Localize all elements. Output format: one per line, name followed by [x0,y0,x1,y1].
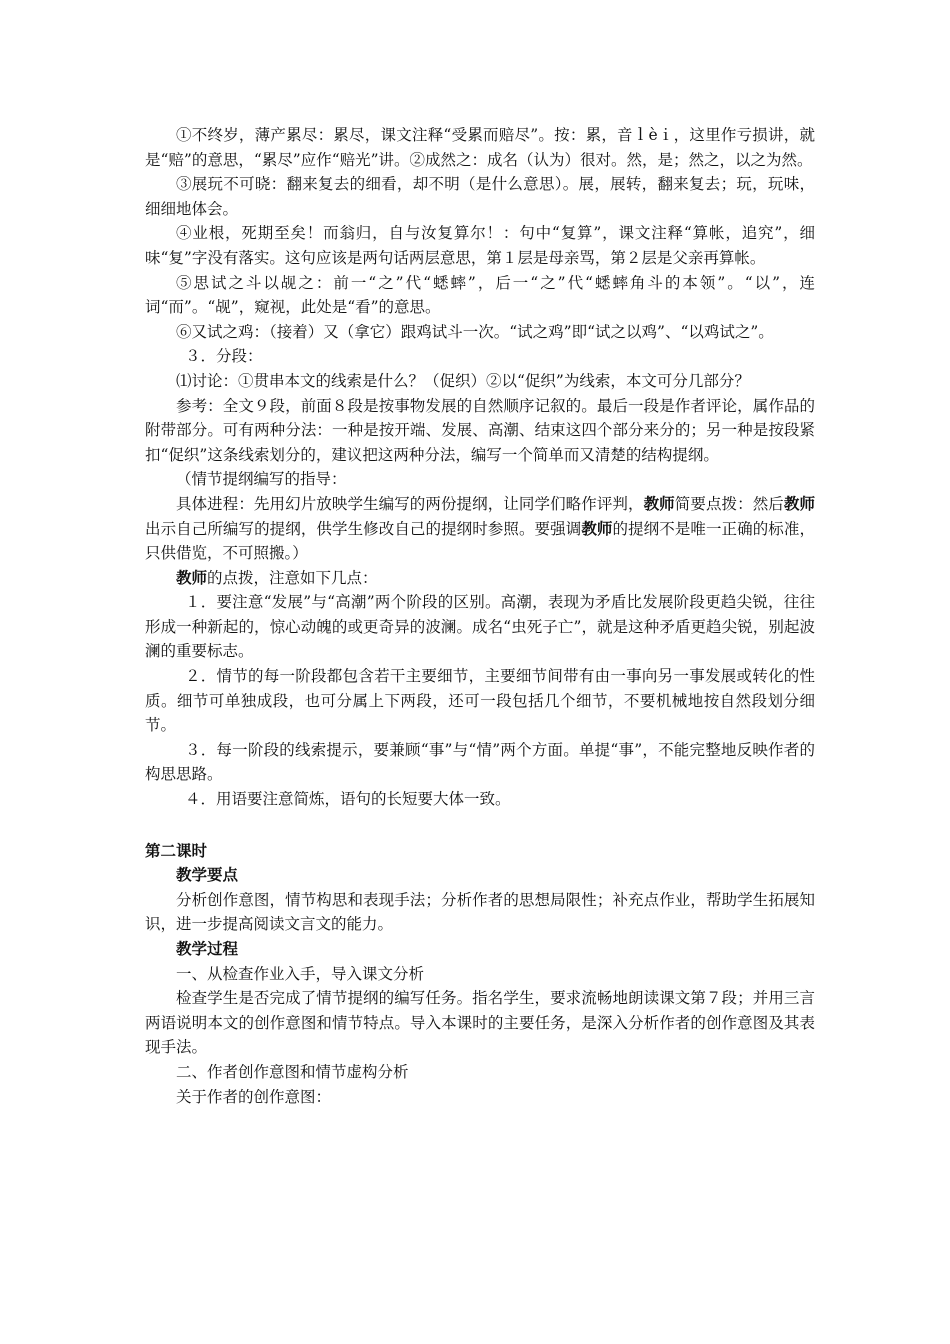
text-segment: 的提纲不是唯一正确的标准，只供借览，不可照搬。） [145,519,815,563]
keyword-teacher: 教师 [581,518,613,538]
paragraph-note-1: ①不终岁，薄产累尽：累尽，课文注释“受累而赔尽”。按：累，音ｌèｉ，这里作亏损讲，就是“赔”的意思，“累尽”应作“赔光”讲。②成然之：成名（认为）很对。然，是；然之，以之为然。 [145,126,815,169]
paragraph-step-2-body: 关于作者的创作意图： [176,1087,332,1106]
paragraph-process [145,492,815,566]
section-heading-segmentation: ３．分段： [185,347,263,366]
paragraph-teacher-tips [145,566,815,591]
paragraph-step-1-body: 检查学生是否完成了情节提纲的编写任务。指名学生，要求流畅地朗读课文第７段；并用三言两语说明本文的创作意图和情节特点。导入本课时的主要任务，是深入分析作者的创作意图及其表现手法。 [145,989,815,1057]
text-segment: 的点拨，注意如下几点： [207,568,378,587]
text-segment: 简要点拨：然后 [674,494,784,513]
tip-item-1: １．要注意“发展”与“高潮”两个阶段的区别。高潮，表现为矛盾比发展阶段更趋尖锐，往往形成一种新起的，惊心动魄的或更奇异的波澜。成名“虫死子亡”，就是这种矛盾更趋尖锐，别起波澜的重要标志。 [145,593,815,661]
heading-teaching-process: 教学过程 [176,939,239,958]
paragraph-note-5: ⑤思试之斗以觇之：前一“之”代“蟋蟀”，后一“之”代“蟋蟀角斗的本领”。“以”，连词“而”。“觇”，窥视，此处是“看”的意思。 [145,273,815,317]
text-segment: 出示自己所编写的提纲，供学生修改自己的提纲时参照。要强调 [145,519,582,538]
paragraph-discussion: ⑴讨论：①贯串本文的线索是什么？（促织）②以“促织”为线索，本文可分几部分？ [176,371,750,390]
paragraph-step-2-title: 二、作者创作意图和情节虚构分析 [176,1062,409,1081]
document-body [145,123,815,1109]
keyword-teacher: 教师 [176,567,208,587]
keyword-teacher: 教师 [783,493,815,513]
paragraph-note-3: ③展玩不可晓：翻来复去的细看，却不明（是什么意思）。展，展转，翻来复去；玩，玩味，细细地体会。 [145,175,815,218]
paragraph-note-6: ⑥又试之鸡：（接着）又（拿它）跟鸡试斗一次。“试之鸡”即“试之以鸡”、“以鸡试之”。 [176,322,774,341]
tip-item-2: ２．情节的每一阶段都包含若干主要细节，主要细节间带有由一事向另一事发展或转化的性质。细节可单独成段，也可分属上下两段，还可一段包括几个细节，不要机械地按自然段划分细节。 [145,667,815,735]
text-segment: 具体进程：先用幻片放映学生编写的两份提纲，让同学们略作评判， [176,494,644,513]
paragraph-reference: 参考：全文９段，前面８段是按事物发展的自然顺序记叙的。最后一段是作者评论，属作品的附带部分。可有两种分法：一种是按开端、发展、高潮、结束这四个部分来分的；另一种是按段紧扣“促织”这条线索划分的，建议把这两种分法，编写一个简单而又清楚的结构提纲。 [145,396,815,464]
paragraph-teaching-points: 分析创作意图，情节构思和表现手法；分析作者的思想局限性；补充点作业，帮助学生拓展知识，进一步提高阅读文言文的能力。 [145,890,815,934]
tip-item-3: ３．每一阶段的线索提示，要兼顾“事”与“情”两个方面。单提“事”，不能完整地反映作者的构思思路。 [145,740,815,784]
spacer [145,812,815,839]
paragraph-guidance-title: （情节提纲编写的指导： [176,470,347,489]
keyword-teacher: 教师 [643,493,675,513]
heading-teaching-points: 教学要点 [176,865,239,885]
tip-item-4: ４．用语要注意简炼，语句的长短要大体一致。 [185,790,511,809]
paragraph-note-4: ④业根，死期至矣！而翁归，自与汝复算尔！：句中“复算”，课文注释“算帐，追究”，细味“复”字没有落实。这句应该是两句话两层意思，第１层是母亲骂，第２层是父亲再算帐。 [145,224,815,267]
heading-lesson-2: 第二课时 [145,840,208,860]
paragraph-step-1-title: 一、从检查作业入手，导入课文分析 [176,964,425,983]
